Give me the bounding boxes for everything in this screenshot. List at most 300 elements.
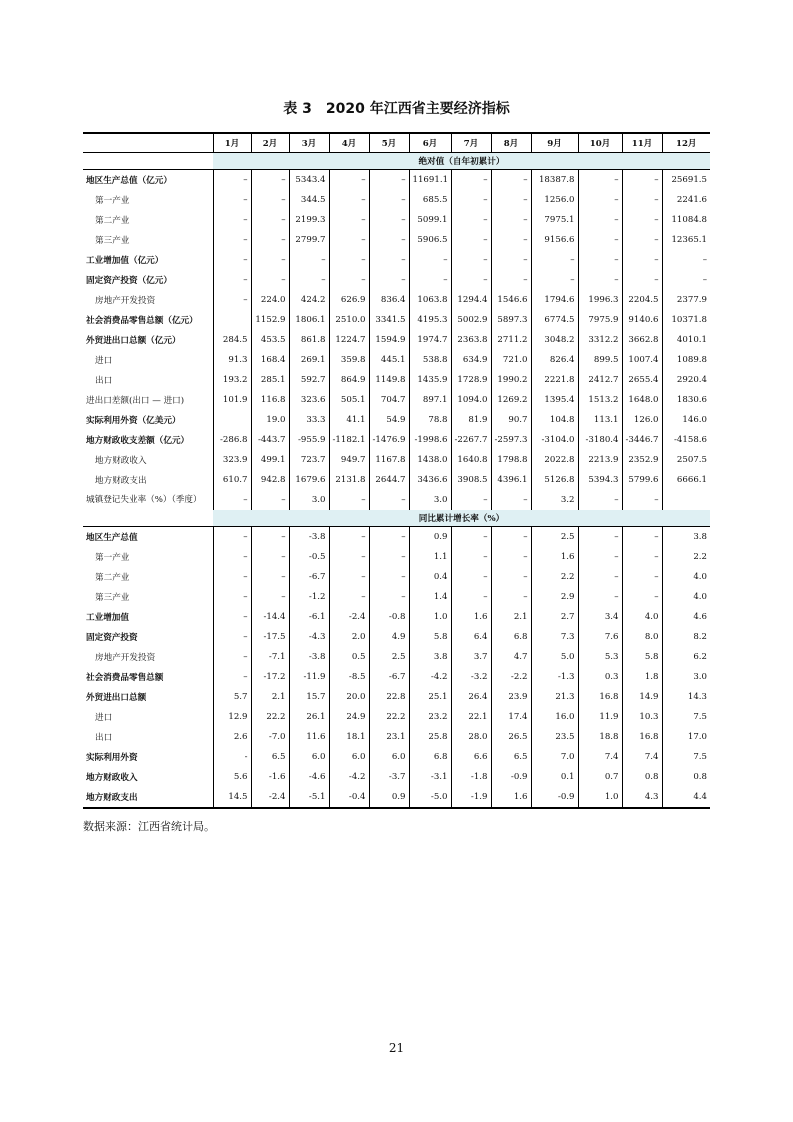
value-cell: 7.5 — [662, 707, 710, 727]
value-cell: 19.0 — [251, 410, 289, 430]
value-cell: – — [213, 667, 251, 687]
month-header: 10月 — [578, 133, 622, 153]
value-cell: – — [622, 230, 662, 250]
table-row — [83, 250, 710, 270]
value-cell: 1294.4 — [451, 290, 491, 310]
value-cell: – — [213, 527, 251, 548]
value-cell: 41.1 — [329, 410, 369, 430]
value-cell: 7.5 — [662, 747, 710, 767]
row-label: 固定资产投资 — [86, 633, 138, 643]
value-cell: -1182.1 — [329, 430, 369, 450]
value-cell: – — [578, 587, 622, 607]
table-row — [83, 727, 710, 747]
value-cell: 1438.0 — [409, 450, 451, 470]
value-cell: – — [369, 567, 409, 587]
value-cell: 445.1 — [369, 350, 409, 370]
value-cell: 0.3 — [578, 667, 622, 687]
value-cell: 6.0 — [329, 747, 369, 767]
table-title: 表 3 2020 年江西省主要经济指标 — [283, 101, 510, 117]
value-cell: -0.4 — [329, 787, 369, 808]
value-cell: 168.4 — [251, 350, 289, 370]
value-cell: – — [451, 567, 491, 587]
value-cell: 2920.4 — [662, 370, 710, 390]
value-cell: – — [213, 607, 251, 627]
value-cell: – — [369, 270, 409, 290]
value-cell: 3.8 — [409, 647, 451, 667]
value-cell: 2.2 — [662, 547, 710, 567]
month-header: 4月 — [329, 133, 369, 153]
value-cell: – — [329, 190, 369, 210]
value-cell: – — [491, 527, 531, 548]
value-cell: 7975.9 — [578, 310, 622, 330]
value-cell: 4396.1 — [491, 470, 531, 490]
value-cell: – — [662, 250, 710, 270]
value-cell: 4.0 — [662, 587, 710, 607]
table-row — [83, 290, 710, 310]
value-cell: 7975.1 — [531, 210, 578, 230]
table-row — [83, 627, 710, 647]
value-cell: – — [622, 490, 662, 510]
value-cell: 3908.5 — [451, 470, 491, 490]
value-cell: 2.1 — [251, 687, 289, 707]
value-cell: – — [578, 527, 622, 548]
value-cell: 126.0 — [622, 410, 662, 430]
value-cell: 11084.8 — [662, 210, 710, 230]
value-cell: 634.9 — [451, 350, 491, 370]
table-row — [83, 370, 710, 390]
value-cell: – — [491, 250, 531, 270]
value-cell: – — [213, 567, 251, 587]
value-cell: 1094.0 — [451, 390, 491, 410]
value-cell: 2221.8 — [531, 370, 578, 390]
value-cell: 11.9 — [578, 707, 622, 727]
value-cell: – — [451, 547, 491, 567]
value-cell: -8.5 — [329, 667, 369, 687]
value-cell: 4.9 — [369, 627, 409, 647]
section-header-row — [83, 510, 710, 527]
value-cell: -4.3 — [289, 627, 329, 647]
value-cell: 146.0 — [662, 410, 710, 430]
table-row — [83, 587, 710, 607]
value-cell: 323.9 — [213, 450, 251, 470]
value-cell: 4.4 — [662, 787, 710, 808]
value-cell: – — [622, 270, 662, 290]
value-cell: 499.1 — [251, 450, 289, 470]
value-cell: – — [213, 210, 251, 230]
table-row — [83, 350, 710, 370]
value-cell: – — [622, 190, 662, 210]
value-cell: 3048.2 — [531, 330, 578, 350]
value-cell: 1007.4 — [622, 350, 662, 370]
value-cell: 5.3 — [578, 647, 622, 667]
value-cell: – — [491, 547, 531, 567]
value-cell: – — [491, 170, 531, 191]
value-cell: – — [289, 250, 329, 270]
table-row — [83, 390, 710, 410]
value-cell: -17.2 — [251, 667, 289, 687]
value-cell: 3341.5 — [369, 310, 409, 330]
value-cell: 1149.8 — [369, 370, 409, 390]
value-cell: – — [451, 250, 491, 270]
value-cell: 899.5 — [578, 350, 622, 370]
value-cell: 1.8 — [622, 667, 662, 687]
value-cell: 3.7 — [451, 647, 491, 667]
value-cell: 17.0 — [662, 727, 710, 747]
value-cell: 2204.5 — [622, 290, 662, 310]
value-cell: – — [622, 547, 662, 567]
month-header: 3月 — [289, 133, 329, 153]
table-body — [83, 153, 710, 809]
value-cell: – — [329, 250, 369, 270]
value-cell: – — [251, 547, 289, 567]
value-cell: -3.8 — [289, 527, 329, 548]
value-cell: 861.8 — [289, 330, 329, 350]
value-cell: – — [213, 250, 251, 270]
value-cell: – — [451, 170, 491, 191]
value-cell: -1.9 — [451, 787, 491, 808]
value-cell: 942.8 — [251, 470, 289, 490]
value-cell: – — [213, 647, 251, 667]
value-cell: 17.4 — [491, 707, 531, 727]
value-cell: 1546.6 — [491, 290, 531, 310]
value-cell: – — [491, 190, 531, 210]
row-label: 地区生产总值（亿元） — [86, 176, 172, 186]
value-cell: 78.8 — [409, 410, 451, 430]
value-cell: 685.5 — [409, 190, 451, 210]
value-cell: 5394.3 — [578, 470, 622, 490]
value-cell: – — [451, 190, 491, 210]
value-cell: 104.8 — [531, 410, 578, 430]
value-cell: 18387.8 — [531, 170, 578, 191]
table-row — [83, 647, 710, 667]
value-cell: 22.1 — [451, 707, 491, 727]
value-cell: 2.6 — [213, 727, 251, 747]
table-row — [83, 667, 710, 687]
value-cell: – — [578, 490, 622, 510]
value-cell: 4.0 — [662, 567, 710, 587]
value-cell: 25691.5 — [662, 170, 710, 191]
value-cell: 23.9 — [491, 687, 531, 707]
row-label: 地方财政支出 — [95, 476, 147, 486]
value-cell: 359.8 — [329, 350, 369, 370]
value-cell: 21.3 — [531, 687, 578, 707]
value-cell: -7.1 — [251, 647, 289, 667]
value-cell: 505.1 — [329, 390, 369, 410]
value-cell: 1.6 — [531, 547, 578, 567]
value-cell: -1998.6 — [409, 430, 451, 450]
value-cell: 12.9 — [213, 707, 251, 727]
value-cell: 704.7 — [369, 390, 409, 410]
table-row — [83, 707, 710, 727]
value-cell: -5.1 — [289, 787, 329, 808]
value-cell: 3.4 — [578, 607, 622, 627]
value-cell: 4195.3 — [409, 310, 451, 330]
value-cell: 81.9 — [451, 410, 491, 430]
month-header: 5月 — [369, 133, 409, 153]
value-cell: 5906.5 — [409, 230, 451, 250]
section-header-row — [83, 153, 710, 170]
table-row — [83, 330, 710, 350]
month-header: 2月 — [251, 133, 289, 153]
row-label: 第一产业 — [95, 196, 130, 206]
value-cell: 26.5 — [491, 727, 531, 747]
value-cell: 897.1 — [409, 390, 451, 410]
value-cell: -2597.3 — [491, 430, 531, 450]
row-label: 地方财政收支差额（亿元） — [86, 436, 190, 446]
row-label: 外贸进出口总额（亿元） — [86, 336, 181, 346]
value-cell: 90.7 — [491, 410, 531, 430]
value-cell: 5.7 — [213, 687, 251, 707]
value-cell: 5.6 — [213, 767, 251, 787]
value-cell: -3.7 — [369, 767, 409, 787]
value-cell: 1974.7 — [409, 330, 451, 350]
value-cell: 284.5 — [213, 330, 251, 350]
value-cell: – — [369, 170, 409, 191]
value-cell: – — [289, 270, 329, 290]
table-row — [83, 547, 710, 567]
value-cell: 3.0 — [662, 667, 710, 687]
value-cell: 269.1 — [289, 350, 329, 370]
value-cell: – — [622, 567, 662, 587]
value-cell: – — [369, 190, 409, 210]
value-cell: – — [213, 587, 251, 607]
value-cell: – — [329, 170, 369, 191]
value-cell: 14.9 — [622, 687, 662, 707]
value-cell: 16.8 — [578, 687, 622, 707]
value-cell: 4.7 — [491, 647, 531, 667]
value-cell: 453.5 — [251, 330, 289, 350]
value-cell: – — [329, 587, 369, 607]
row-label: 固定资产投资（亿元） — [86, 276, 172, 286]
value-cell: 1640.8 — [451, 450, 491, 470]
row-label: 实际利用外资 — [86, 753, 138, 763]
value-cell: 2377.9 — [662, 290, 710, 310]
value-cell: 116.8 — [251, 390, 289, 410]
value-cell: 193.2 — [213, 370, 251, 390]
value-cell: 2711.2 — [491, 330, 531, 350]
value-cell: 2.5 — [369, 647, 409, 667]
value-cell: 2644.7 — [369, 470, 409, 490]
value-cell: – — [329, 270, 369, 290]
value-cell: 1990.2 — [491, 370, 531, 390]
value-cell: – — [369, 230, 409, 250]
value-cell: 7.3 — [531, 627, 578, 647]
value-cell: – — [662, 270, 710, 290]
value-cell: 11.6 — [289, 727, 329, 747]
value-cell: 0.8 — [662, 767, 710, 787]
value-cell: – — [491, 210, 531, 230]
table-row — [83, 450, 710, 470]
value-cell: 1.0 — [409, 607, 451, 627]
value-cell — [662, 490, 710, 510]
value-cell: 14.3 — [662, 687, 710, 707]
row-label: 出口 — [95, 376, 113, 386]
value-cell: – — [578, 250, 622, 270]
value-cell: – — [451, 230, 491, 250]
value-cell: 1728.9 — [451, 370, 491, 390]
header-corner-cell — [83, 133, 213, 153]
value-cell: 2412.7 — [578, 370, 622, 390]
value-cell: 8.0 — [622, 627, 662, 647]
value-cell: – — [213, 270, 251, 290]
page-number: 21 — [388, 1041, 405, 1055]
value-cell: -443.7 — [251, 430, 289, 450]
value-cell: – — [329, 230, 369, 250]
table-row — [83, 170, 710, 191]
value-cell: – — [451, 270, 491, 290]
value-cell: 14.5 — [213, 787, 251, 808]
table-row — [83, 190, 710, 210]
value-cell: 101.9 — [213, 390, 251, 410]
value-cell: – — [451, 490, 491, 510]
value-cell: 6.5 — [251, 747, 289, 767]
value-cell: 6.0 — [369, 747, 409, 767]
value-cell: 2655.4 — [622, 370, 662, 390]
value-cell: – — [251, 170, 289, 191]
value-cell: 18.8 — [578, 727, 622, 747]
value-cell: – — [251, 250, 289, 270]
month-header: 12月 — [662, 133, 710, 153]
value-cell: 4.3 — [622, 787, 662, 808]
value-cell: -2267.7 — [451, 430, 491, 450]
value-cell: 15.7 — [289, 687, 329, 707]
table-row — [83, 310, 710, 330]
value-cell: 28.0 — [451, 727, 491, 747]
value-cell: 25.8 — [409, 727, 451, 747]
value-cell: 26.1 — [289, 707, 329, 727]
value-cell: – — [329, 547, 369, 567]
table-row — [83, 747, 710, 767]
table-row — [83, 430, 710, 450]
value-cell: – — [409, 270, 451, 290]
value-cell: -6.7 — [289, 567, 329, 587]
value-cell: 1679.6 — [289, 470, 329, 490]
value-cell: 5897.3 — [491, 310, 531, 330]
value-cell: 4.6 — [662, 607, 710, 627]
value-cell: 11691.1 — [409, 170, 451, 191]
value-cell: -7.0 — [251, 727, 289, 747]
value-cell: 0.7 — [578, 767, 622, 787]
value-cell: 1063.8 — [409, 290, 451, 310]
value-cell: 2199.3 — [289, 210, 329, 230]
value-cell: 2.0 — [329, 627, 369, 647]
value-cell: -2.2 — [491, 667, 531, 687]
value-cell: 113.1 — [578, 410, 622, 430]
value-cell: 1.6 — [451, 607, 491, 627]
value-cell: – — [622, 210, 662, 230]
value-cell: – — [491, 270, 531, 290]
row-label: 外贸进出口总额 — [86, 693, 147, 703]
row-label: 第二产业 — [95, 216, 130, 226]
value-cell: -955.9 — [289, 430, 329, 450]
value-cell: -3104.0 — [531, 430, 578, 450]
value-cell: -4.2 — [409, 667, 451, 687]
value-cell: 5099.1 — [409, 210, 451, 230]
value-cell: 4010.1 — [662, 330, 710, 350]
value-cell: -6.1 — [289, 607, 329, 627]
value-cell: 1.4 — [409, 587, 451, 607]
value-cell: 3312.2 — [578, 330, 622, 350]
value-cell: 22.2 — [369, 707, 409, 727]
value-cell: 5.8 — [409, 627, 451, 647]
value-cell: 1089.8 — [662, 350, 710, 370]
value-cell: – — [213, 230, 251, 250]
value-cell: -286.8 — [213, 430, 251, 450]
value-cell: -3.8 — [289, 647, 329, 667]
row-label: 进出口差额(出口 — 进口) — [86, 396, 185, 406]
value-cell: – — [213, 190, 251, 210]
row-label: 地方财政收入 — [86, 773, 138, 783]
value-cell: 592.7 — [289, 370, 329, 390]
value-cell: 6.2 — [662, 647, 710, 667]
value-cell: 949.7 — [329, 450, 369, 470]
month-header: 1月 — [213, 133, 251, 153]
value-cell: – — [578, 210, 622, 230]
value-cell: 1224.7 — [329, 330, 369, 350]
value-cell: 224.0 — [251, 290, 289, 310]
month-header: 6月 — [409, 133, 451, 153]
value-cell: 23.2 — [409, 707, 451, 727]
value-cell: -1476.9 — [369, 430, 409, 450]
value-cell: – — [491, 230, 531, 250]
value-cell: 5126.8 — [531, 470, 578, 490]
value-cell: 9140.6 — [622, 310, 662, 330]
value-cell: 538.8 — [409, 350, 451, 370]
value-cell: -3.2 — [451, 667, 491, 687]
row-label: 社会消费品零售总额 — [86, 673, 164, 683]
value-cell: 4.0 — [622, 607, 662, 627]
value-cell: 10371.8 — [662, 310, 710, 330]
value-cell: – — [369, 547, 409, 567]
value-cell: – — [451, 210, 491, 230]
value-cell: 2799.7 — [289, 230, 329, 250]
table-row — [83, 410, 710, 430]
value-cell: – — [622, 250, 662, 270]
value-cell: 0.4 — [409, 567, 451, 587]
table-row — [83, 270, 710, 290]
table-row — [83, 527, 710, 548]
value-cell: 836.4 — [369, 290, 409, 310]
month-header: 8月 — [491, 133, 531, 153]
table-row — [83, 470, 710, 490]
value-cell: 0.9 — [369, 787, 409, 808]
value-cell: – — [213, 547, 251, 567]
row-label: 地方财政收入 — [95, 456, 147, 466]
value-cell: 1830.6 — [662, 390, 710, 410]
value-cell: 20.0 — [329, 687, 369, 707]
value-cell: 2022.8 — [531, 450, 578, 470]
value-cell: 2363.8 — [451, 330, 491, 350]
table-row — [83, 230, 710, 250]
value-cell: 826.4 — [531, 350, 578, 370]
section-blank-cell — [83, 153, 213, 170]
value-cell: 2.2 — [531, 567, 578, 587]
value-cell: – — [531, 270, 578, 290]
value-cell: – — [578, 190, 622, 210]
value-cell: 6.8 — [409, 747, 451, 767]
row-label: 第三产业 — [95, 236, 130, 246]
value-cell: 1648.0 — [622, 390, 662, 410]
value-cell: 18.1 — [329, 727, 369, 747]
value-cell: 9156.6 — [531, 230, 578, 250]
value-cell: – — [622, 587, 662, 607]
value-cell: – — [213, 490, 251, 510]
row-label: 房地产开发投资 — [95, 296, 156, 306]
value-cell: -14.4 — [251, 607, 289, 627]
row-label: 出口 — [95, 733, 113, 743]
value-cell: 1806.1 — [289, 310, 329, 330]
value-cell: 5.0 — [531, 647, 578, 667]
